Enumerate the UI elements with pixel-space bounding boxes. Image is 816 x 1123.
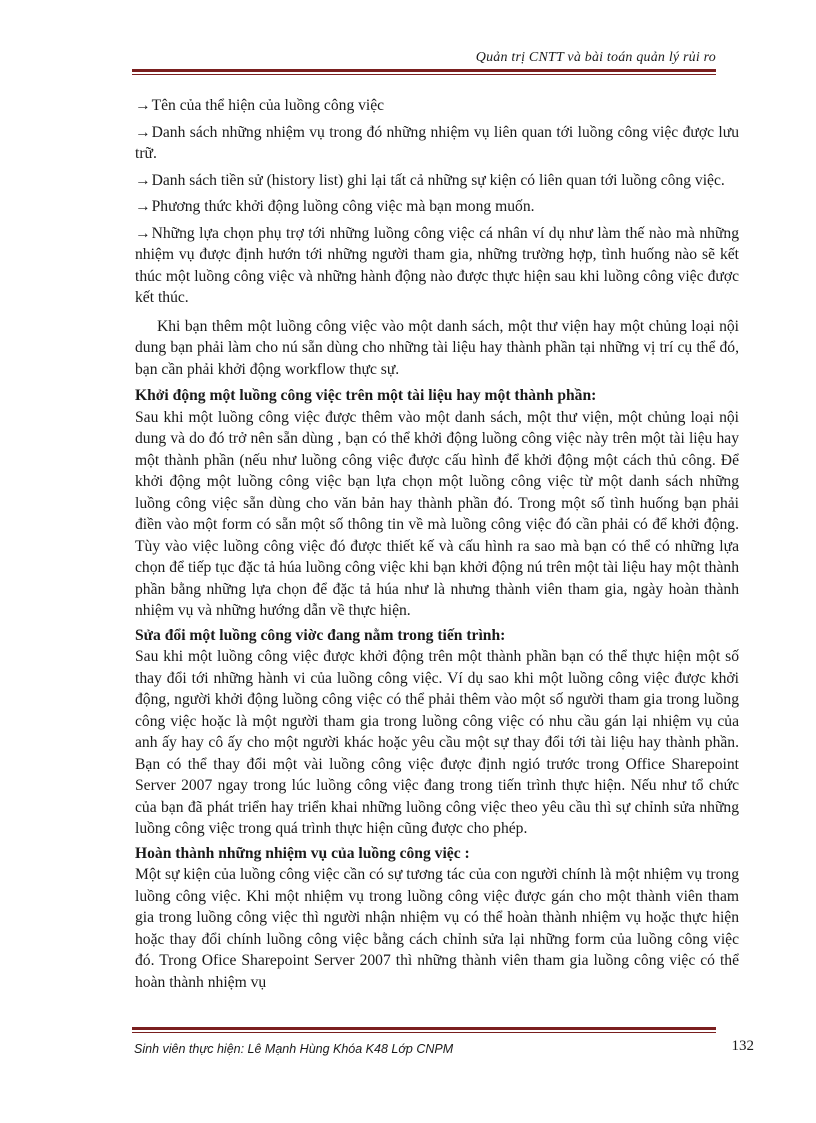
section-body: Sau khi một luồng công việc được thêm vào một danh sách, một thư viện, một chủng loại nội dung và do đó trở nên sẵn dùng , bạn có thể khởi động luồng công việc này trên một tài liệu hay một thành phần (nếu như luồng công việc được cấu hình để khởi động một cách thủ công. Để khởi động một luồng công việc bạn lựa chọn một luồng công việc từ một danh sách những luồng công việc sẵn dùng cho văn bản hay thành phần đó. Trong một số tình huống bạn phải điền vào một form có sẵn một số thông tin về mà luồng công việc đó cần phải có để khởi động. Tùy vào việc luồng công việc đó được thiết kế và cấu hình ra sao mà bạn có thể có những lựa chọn để tiếp tục đặc tả húa luồng công việc khi bạn khởi động nú trên một tài liệu hay một thành phần bằng những lựa chọn để đặc tả húa như là nhưng thành viên tham gia, ngày hoàn thành nhiệm vụ và những hướng dẫn về thực hiện. bbox=[135, 408, 739, 619]
footer-rule-thick bbox=[132, 1027, 716, 1030]
section-heading: Khởi động một luồng công việc trên một tài liệu hay một thành phần: bbox=[135, 387, 597, 404]
intro-paragraph: Khi bạn thêm một luồng công việc vào một danh sách, một thư viện hay một chủng loại nội dung bạn phải làm cho nú sẵn dùng cho những tài liệu hay thành phần tại những vị trí cụ thể đó, bạn cần phải khởi động workflow thực sự. bbox=[135, 317, 739, 378]
footer-rule-thin bbox=[132, 1032, 716, 1033]
footer-author: Sinh viên thực hiện: Lê Mạnh Hùng Khóa K48 Lớp CNPM bbox=[134, 1042, 454, 1056]
section-heading: Hoàn thành những nhiệm vụ của luồng công việc : bbox=[135, 844, 470, 862]
bullet-list bbox=[135, 95, 739, 309]
arrow-bullet-icon: → bbox=[135, 123, 151, 141]
section-heading: Sửa đổi một luồng công viờc đang nằm trong tiến trình: bbox=[135, 626, 506, 644]
header-title: Quản trị CNTT và bài toán quản lý rủi ro bbox=[475, 50, 716, 65]
list-item: →Tên của thể hiện của luồng công việc bbox=[135, 97, 385, 114]
document-body bbox=[135, 95, 739, 996]
list-item: →Những lựa chọn phụ trợ tới những luồng công việc cá nhân ví dụ như làm thế nào mà những nhiệm vụ được định hướn tới những người tham gia, những trường hợp, tình huống nào sẽ kết thúc một luồng công việc và những hành động nào được thực hiện sau khi luồng công việc được kết thúc. bbox=[135, 224, 739, 306]
list-item: →Danh sách tiền sử (history list) ghi lại tất cả những sự kiện có liên quan tới luồng công việc. bbox=[135, 171, 725, 189]
header-rule-thin bbox=[132, 74, 716, 75]
arrow-bullet-icon: → bbox=[135, 97, 151, 114]
arrow-bullet-icon: → bbox=[135, 171, 151, 189]
page-number: 132 bbox=[731, 1038, 754, 1054]
list-item: →Phương thức khởi động luồng công việc mà bạn mong muốn. bbox=[135, 198, 535, 215]
header-rule-thick bbox=[132, 69, 716, 72]
arrow-bullet-icon: → bbox=[135, 224, 151, 242]
list-item: →Danh sách những nhiệm vụ trong đó những nhiệm vụ liên quan tới luồng công việc được lưu trữ. bbox=[135, 123, 739, 162]
section-body: Một sự kiện của luồng công việc cần có sự tương tác của con người chính là một nhiệm vụ trong luồng công việc. Khi một nhiệm vụ trong luồng công việc được gán cho một thành viên tham gia trong luồng công việc thì người nhận nhiệm vụ có thể hoàn thành nhiệm vụ hoặc thực hiện hoặc thay đổi chính luồng công việc bằng cách chỉnh sửa lại những form của luồng công việc đó. Trong Ofice Sharepoint Server 2007 thì những thành viên tham gia luồng công việc có thể hoàn thành nhiệm vụ bbox=[135, 866, 739, 991]
arrow-bullet-icon: → bbox=[135, 198, 151, 215]
section-body: Sau khi một luồng công việc được khởi động trên một thành phần bạn có thể thực hiện một số thay đổi tới những hành vi của luồng công việc. Ví dụ sao khi một luồng công việc được khởi động, người khởi động luồng công việc có thể phải thêm vào một số người tham gia trong luồng công việc hoặc là một người tham gia trong luồng công việc có nhu cầu gán lại nhiệm vụ của anh ấy hay cô ấy cho một người khác hoặc yêu cầu một sự thay đổi tới tài liệu hay thành phần. Bạn có thể thay đổi một vài luồng công việc được định ngió trước trong Office Sharepoint Server 2007 ngay trong lúc luồng công việc đang trong tiến trình thực hiện. Nếu như tổ chức của bạn đã phát triển hay triển khai những luồng công việc theo yêu cầu thì sự chỉnh sửa những luồng công việc trong quá trình thực hiện cũng được cho phép. bbox=[135, 648, 739, 837]
